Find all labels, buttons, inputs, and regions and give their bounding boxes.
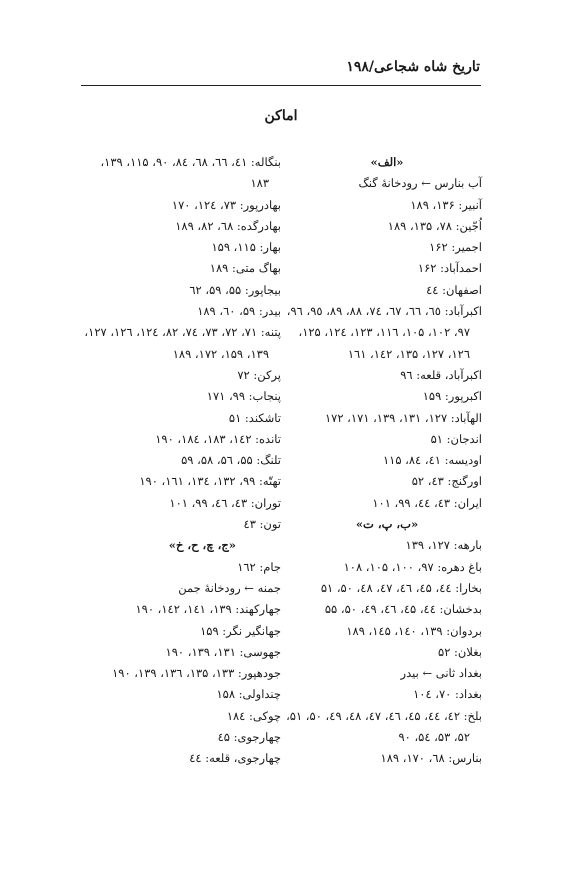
index-column-right [286,152,482,770]
index-entry: بغداد: ۷۰، ۱۰٤ [413,687,482,702]
index-entry: بهاگ متی: ۱۸۹ [209,261,281,276]
header-divider [81,85,481,86]
section-title: اماکن [264,108,298,124]
index-entry: اورگنج: ٤۳، ۵۲ [411,474,482,489]
index-entry: بهادرگده: ٦٨، ٨۲، ۱۸۹ [175,218,281,233]
index-entry: اُجّین: ۷۸، ۱۳۵، ۱۸۹ [387,218,482,233]
index-entry: بهار: ۱۱۵، ۱۵۹ [211,240,281,255]
index-entry-continuation: ۱۸۳ [250,176,269,191]
index-entry: آنبیر: ۱۳۶، ۱۸۹ [410,197,482,212]
index-entry: بردوان: ۱۳۹، ۱٤۰، ۱٤۵، ۱۸۹ [346,623,482,638]
index-entry: چهارجوی: ٤۵ [217,730,281,745]
index-entry: چنداولی: ۱۵٨ [216,687,281,702]
index-entry: بهادرپور: ۷۳، ۱۲٤، ۱۷۰ [171,197,281,212]
index-entry: جام: ۱٦۲ [237,559,281,574]
letter-heading: «ب، پ، ت» [355,517,419,532]
index-entry: اندجان: ۵۱ [430,431,482,446]
index-entry: بیجاپور: ۵۵، ۵۹، ٦۲ [189,282,281,297]
index-entry: آب بنارس ← رودخانهٔ گنگ [358,176,482,191]
index-entry: اصفهان: ٤٤ [426,282,482,297]
index-entry: پرکن: ۷۲ [237,367,281,382]
index-entry: احمدآباد: ۱۶۲ [417,261,482,276]
index-entry: تلنگ: ۵۵، ۵٦، ۵٨، ۵۹ [181,453,281,468]
index-entry-continuation: ۱۳۹، ۱۵۹، ۱۷۲، ۱۸۹ [172,346,269,361]
index-entry: بلخ: ٤۲، ٤٤، ٤۵، ٤٦، ٤۷، ٤٨، ٤۹، ۵۰، ۵۱، [286,708,482,723]
index-entry: بنگاله: ٤۱، ٦٦، ٦٨، ٨٤، ۹۰، ۱۱۵، ۱۳۹، [100,155,281,169]
index-entry: ایران: ٤۳، ٤٤، ۹۹، ۱۰۱ [372,495,482,510]
index-entry: تانده: ۱٤۲، ۱۸۳، ۱۸٤، ۱۹۰ [155,431,281,446]
index-entry: بدخشان: ٤٤، ٤۵، ٤٦، ٤۹، ۵۰، ۵۵ [324,602,482,617]
index-entry: اجمیر: ۱۶۲ [429,240,482,255]
index-entry: اکبرآباد: ٦٥، ٦٦، ٦٧، ٧٤، ٨٨، ٨٩، ٩٥، ٩٦، [286,304,482,319]
index-entry: اکبرپور: ۱۵۹ [422,389,482,404]
index-entry: بغلان: ۵۲ [438,644,482,659]
index-entry: بیدر: ۵۹، ٦۰، ۱۸۹ [197,304,281,319]
index-entry: توران: ٤۳، ٤٦، ۹۹، ۱۰۱ [169,495,281,510]
index-entry: بنارس: ٦٨، ۱۷۰، ۱۸۹ [380,751,482,766]
index-entry: بارهه: ۱۲۷، ۱۳۹ [405,538,482,553]
index-column-left [80,152,281,770]
index-entry: بخارا: ٤٤، ٤۵، ٤٦، ٤۷، ٤٨، ۵۰، ۵۱ [320,580,482,595]
index-entry: پتنه: ۷۱، ۷۲، ۷۳، ۷٤، ٨۲، ۱۲٤، ۱۲٦، ۱۲۷، [84,325,281,340]
index-entry: باغ دهره: ۹۷، ۱۰۰، ۱۰۵، ۱۰۸ [343,559,482,574]
index-entry: تهتّه: ۹۹، ۱۳۲، ۱۳٤، ۱٦۱، ۱۹۰ [139,474,281,489]
index-entry: الهآباد: ۱۲۷، ۱۳۱، ۱۳۹، ۱۷۱، ۱۷۲ [324,410,482,425]
letter-heading: «الف» [370,155,404,169]
index-entry: اکبرآباد، قلعه: ۹٦ [400,367,482,382]
index-entry: جودهپور: ۱۳۳، ۱۳۵، ۱۳٦، ۱۳۹، ۱۹۰ [112,666,281,681]
index-entry-continuation: ۱۲٦، ۱۲۷، ۱۳۵، ۱٤۲، ۱٦۱ [347,346,470,361]
index-entry: جمنه ← رودخانهٔ جمن [178,580,281,595]
running-header: تاریخ شاه شجاعی/۱۹۸ [346,59,480,75]
index-entry: جهوسی: ۱۳۱، ۱۳۹، ۱۹۰ [165,644,281,659]
index-entry: پنجاب: ۹۹، ۱۷۱ [206,389,281,404]
index-entry: اودیسه: ٤۱، ٨٤، ۱۱۵ [382,453,482,468]
index-entry: تاشکند: ۵۱ [228,410,281,425]
index-entry: چهارجوی، قلعه: ٤٤ [189,751,281,766]
index-entry-continuation: ۵۲، ۵۳، ۵٤، ۹۰ [398,730,470,745]
index-entry: جهارکهند: ۱۳۹، ۱٤۱، ۱٤۲، ۱۹۰ [135,602,281,617]
index-entry-continuation: ۹۷، ۱۰۲، ۱۰۵، ۱۱٦، ۱۲۳، ۱۲٤، ۱۲۵، [298,325,470,340]
index-entry: چوکی: ۱٨٤ [226,708,281,723]
letter-heading: «ج، چ، ح، خ» [168,538,236,553]
index-entry: بغداد ثانی ← بیدر [400,666,482,681]
index-entry: تون: ٤۳ [243,517,281,532]
index-entry: جهانگیر نگر: ۱۵۹ [200,623,281,638]
